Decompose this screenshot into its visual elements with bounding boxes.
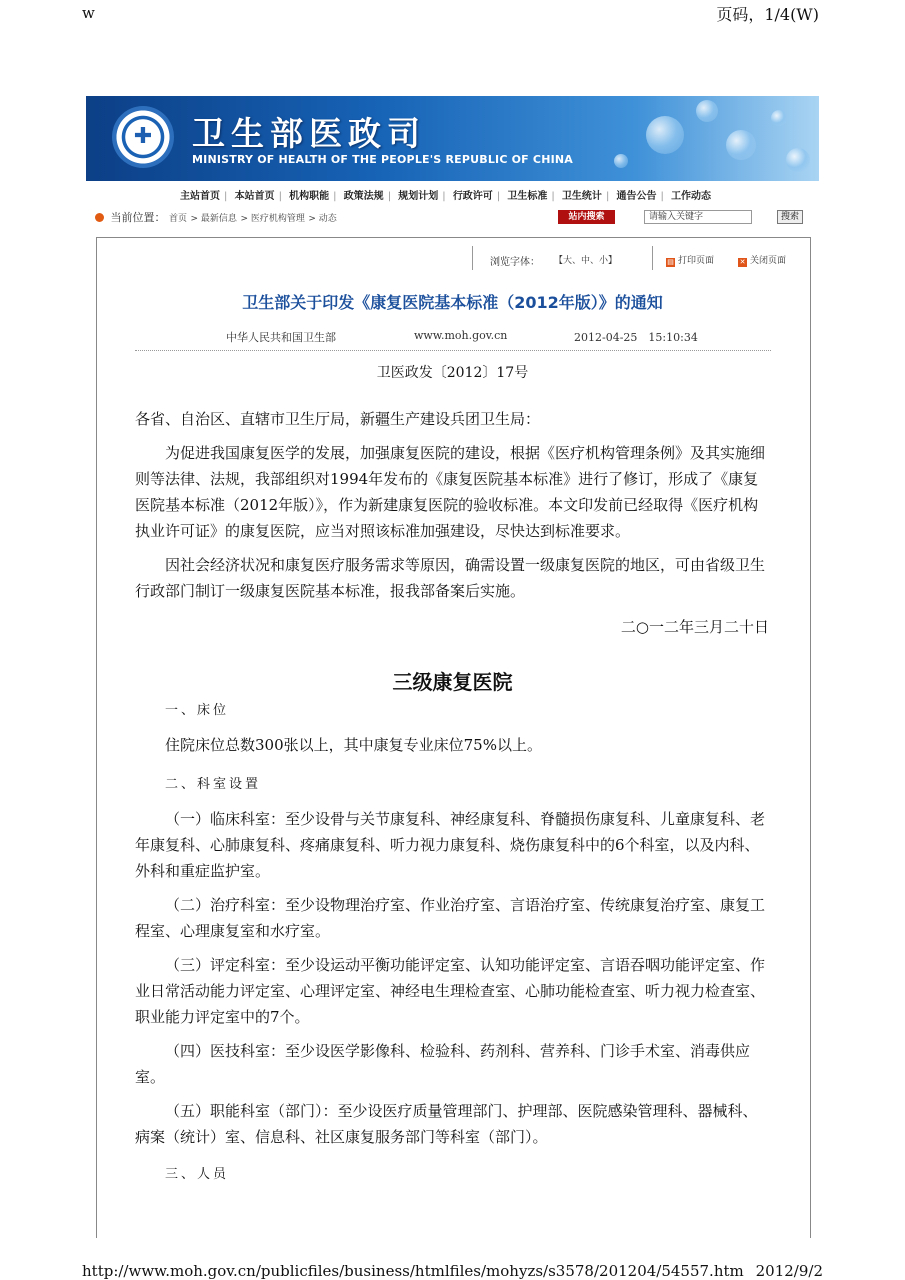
site-banner	[86, 96, 819, 181]
printer-icon: ▤	[667, 258, 674, 266]
article-website[interactable]: www.moh.gov.cn	[414, 329, 508, 342]
nav-item-notices[interactable]: 通告公告	[616, 191, 657, 202]
dept-medical-tech: （四）医技科室：至少设医学影像科、检验科、药剂科、营养科、门诊手术室、消毒供应室。	[135, 1042, 751, 1086]
paragraph-2: 因社会经济状况和康复医疗服务需求等原因，确需设置一级康复医院的地区，可由省级卫生行政部门制订一级康复医院基本标准，报我部备案后实施。	[135, 556, 766, 600]
heading-departments: 二、科室设置	[165, 777, 262, 792]
section-title: 三级康复医院	[392, 670, 513, 694]
print-footer-date: 2012/9/2	[755, 1262, 823, 1280]
font-size-label: 浏览字体：	[490, 257, 540, 268]
divider	[135, 350, 771, 351]
nav-item-news[interactable]: 工作动态	[671, 191, 712, 202]
breadcrumb-medical-institutions[interactable]: 医疗机构管理	[250, 214, 305, 224]
article-toolbar	[472, 250, 792, 270]
heading-staff: 三、人员	[165, 1167, 230, 1182]
banner-cn-title: 卫生部医政司	[192, 114, 426, 153]
nav-item-site-home[interactable]: 本站首页	[234, 191, 275, 202]
nav-item-functions[interactable]: 机构职能	[289, 191, 330, 202]
article-source: 中华人民共和国卫生部	[226, 331, 336, 344]
nav-item-standards[interactable]: 卫生标准	[507, 191, 548, 202]
breadcrumb: 当前位置： 首页 > 最新信息 > 医疗机构管理 > 动态	[95, 209, 337, 225]
breadcrumb-latest[interactable]: 最新信息	[200, 214, 237, 224]
site-search-button[interactable]: 站内搜索	[558, 210, 615, 224]
close-page-button[interactable]: ✕ 关闭页面	[739, 256, 787, 266]
breadcrumb-news[interactable]: 动态	[318, 214, 337, 224]
font-size-options[interactable]: 【大、中、小】	[554, 256, 618, 266]
nav-item-statistics[interactable]: 卫生统计	[561, 191, 602, 202]
breadcrumb-home[interactable]: 首页	[169, 214, 188, 224]
main-nav: 主站首页 | 本站首页 | 机构职能 | 政策法规 | 规划计划 | 行政许可 | 卫生标准 | 卫生统计 | 通告公告 | 工作动态	[180, 191, 712, 202]
article-datetime: 2012-04-25 15:10:34	[574, 331, 698, 344]
ministry-emblem-icon: ✚	[112, 106, 174, 168]
banner-en-title: MINISTRY OF HEALTH OF THE PEOPLE'S REPUBLIC OF CHINA	[192, 153, 574, 166]
paragraph-1: 为促进我国康复医学的发展，加强康复医院的建设，根据《医疗机构管理条例》及其实施细则等法律、法规，我部组织对1994年发布的《康复医院基本标准》进行了修订，形成了《康复医院基本标准（2012年版）》，作为新建康复医院的验收标准。本文印发前已经取得《医疗机构执业许可证》的康复医院，应当对照该标准加强建设，尽快达到标准要求。	[135, 444, 766, 540]
location-dot-icon	[95, 213, 104, 222]
close-icon: ✕	[739, 258, 746, 266]
signature-date: 二○一二年三月二十日	[620, 618, 769, 636]
print-page-number: 页码，1/4(W)	[716, 5, 819, 24]
nav-item-planning[interactable]: 规划计划	[398, 191, 439, 202]
print-footer-url: http://www.moh.gov.cn/publicfiles/business/htmlfiles/mohyzs/s3578/201204/54557.htm	[82, 1262, 744, 1280]
dept-clinical: （一）临床科室：至少设骨与关节康复科、神经康复科、脊髓损伤康复科、儿童康复科、老年康复科、心肺康复科、疼痛康复科、听力视力康复科、烧伤康复科中的6个科室，以及内科、外科和重症监护室。	[135, 810, 766, 880]
addressee: 各省、自治区、直辖市卫生厅局，新疆生产建设兵团卫生局：	[135, 410, 541, 428]
document-number: 卫医政发〔2012〕17号	[376, 365, 529, 381]
nav-item-licensing[interactable]: 行政许可	[452, 191, 493, 202]
search-go-button[interactable]: 搜索	[777, 210, 803, 224]
location-label: 当前位置：	[110, 211, 166, 224]
heading-beds: 一、床位	[165, 703, 230, 718]
search-input[interactable]: 请输入关键字	[644, 210, 752, 224]
dept-assessment: （三）评定科室：至少设运动平衡功能评定室、认知功能评定室、言语吞咽功能评定室、作业日常活动能力评定室、心理评定室、神经电生理检查室、心肺功能检查室、听力视力检查室、职业能力评定室中的7个。	[135, 956, 766, 1026]
dept-therapy: （二）治疗科室：至少设物理治疗室、作业治疗室、言语治疗室、传统康复治疗室、康复工程室、心理康复室和水疗室。	[135, 896, 766, 940]
nav-item-main-home[interactable]: 主站首页	[180, 191, 220, 202]
beds-text: 住院床位总数300张以上，其中康复专业床位75%以上。	[165, 736, 542, 754]
print-page-button[interactable]: ▤ 打印页面	[667, 256, 715, 266]
nav-item-policies[interactable]: 政策法规	[343, 191, 384, 202]
dept-functional: （五）职能科室（部门）：至少设医疗质量管理部门、护理部、医院感染管理科、器械科、病案（统计）室、信息科、社区康复服务部门等科室（部门）。	[135, 1102, 758, 1146]
print-header-left: w	[82, 4, 95, 22]
article-title: 卫生部关于印发《康复医院基本标准（2012年版）》的通知	[242, 293, 663, 312]
